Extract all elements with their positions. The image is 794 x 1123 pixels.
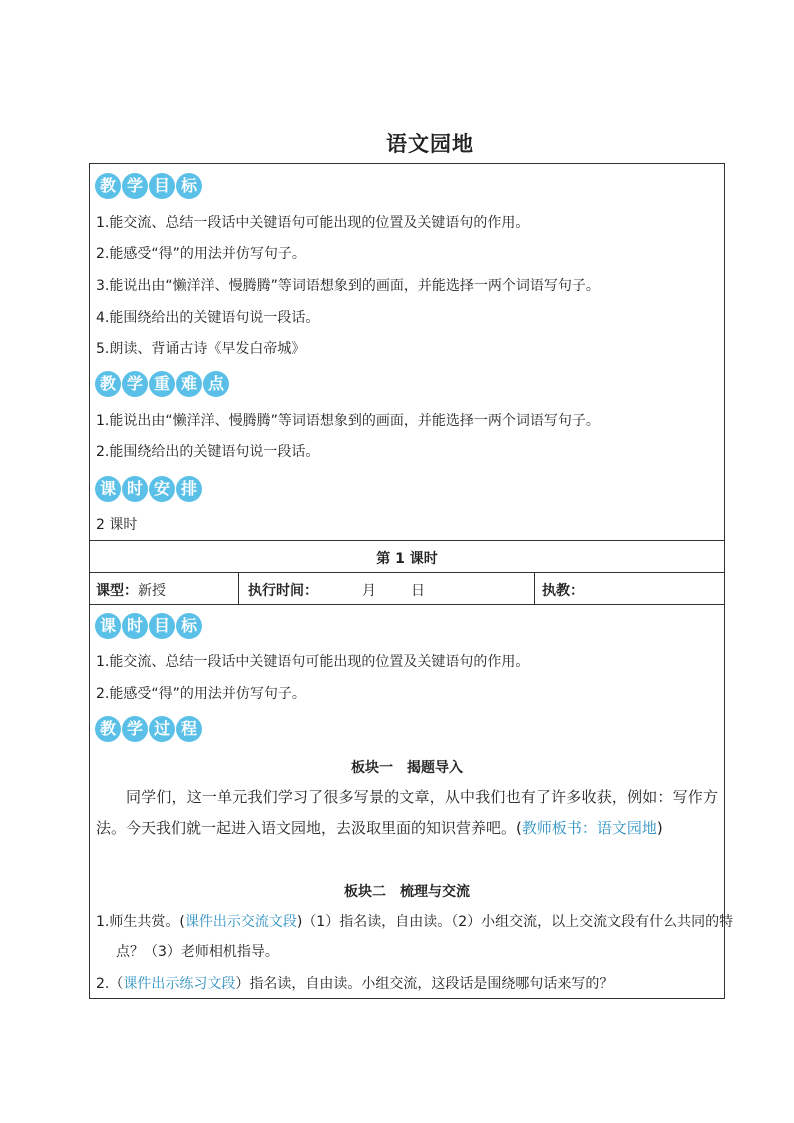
badge-char: 过 xyxy=(149,716,175,742)
schedule-badge xyxy=(95,476,202,502)
badge-char: 课 xyxy=(95,613,121,639)
badge-char: 排 xyxy=(176,476,202,502)
overview-box xyxy=(89,163,725,541)
divider xyxy=(534,573,535,604)
month-label: 月 xyxy=(362,583,376,599)
teacher-board-note: 教师板书：语文园地 xyxy=(521,819,657,837)
schedule-value: 2 课时 xyxy=(96,517,138,533)
badge-char: 课 xyxy=(95,476,121,502)
day-label: 日 xyxy=(411,583,425,599)
badge-char: 学 xyxy=(122,371,148,397)
badge-char: 目 xyxy=(149,173,175,199)
section1-text: 同学们，这一单元我们学习了很多写景的文章，从中我们也有了许多收获，例如：写作方法。今天我们就一起进入语文园地，去汲取里面的知识营养吧。 xyxy=(96,788,718,837)
section1-title: 板块一 揭题导入 xyxy=(351,760,463,776)
objective-item: 2.能感受“得”的用法并仿写句子。 xyxy=(96,246,306,262)
badge-char: 目 xyxy=(149,613,175,639)
item-text: )（1）指名读，自由读。（2）小组交流，以上交流文段有什么共同的特点？（3）老师相机指导。 xyxy=(116,914,734,960)
badge-char: 点 xyxy=(203,371,229,397)
objective-item: 4.能围绕给出的关键语句说一段话。 xyxy=(96,310,320,326)
badge-char: 标 xyxy=(176,613,202,639)
lesson-title: 第 1 课时 xyxy=(376,551,438,567)
objective-item: 5.朗读、背诵古诗《早发白帝城》 xyxy=(96,341,306,357)
badge-char: 教 xyxy=(95,371,121,397)
badge-char: 学 xyxy=(122,716,148,742)
process-badge xyxy=(95,716,202,742)
lesson-objective-item: 1.能交流、总结一段话中关键语句可能出现的位置及关键语句的作用。 xyxy=(96,654,530,670)
badge-char: 安 xyxy=(149,476,175,502)
badge-char: 标 xyxy=(176,173,202,199)
key-point-item: 1.能说出由“懒洋洋、慢腾腾”等词语想象到的画面，并能选择一两个词语写句子。 xyxy=(96,413,600,429)
note-paren: ) xyxy=(656,819,663,837)
item-prefix: 1.师生共赏。( xyxy=(96,914,185,930)
badge-char: 学 xyxy=(122,173,148,199)
badge-char: 重 xyxy=(149,371,175,397)
execution-time-label: 执行时间： xyxy=(248,583,318,599)
divider xyxy=(238,573,239,604)
badge-char: 程 xyxy=(176,716,202,742)
lesson-title-row xyxy=(89,540,725,573)
courseware-note: 课件出示交流文段 xyxy=(184,914,297,930)
teacher-label xyxy=(542,580,584,600)
key-points-badge xyxy=(95,371,229,397)
objective-item: 3.能说出由“懒洋洋、慢腾腾”等词语想象到的画面，并能选择一两个词语写句子。 xyxy=(96,278,600,294)
badge-char: 时 xyxy=(122,613,148,639)
item-prefix: 2.（ xyxy=(96,976,124,992)
objective-item: 1.能交流、总结一段话中关键语句可能出现的位置及关键语句的作用。 xyxy=(96,215,530,231)
badge-char: 教 xyxy=(95,173,121,199)
badge-char: 难 xyxy=(176,371,202,397)
lesson-meta-row xyxy=(89,572,725,605)
process-item-2 xyxy=(96,969,738,999)
lesson-type-value: 新授 xyxy=(138,583,166,599)
teacher-label-text: 执教： xyxy=(542,583,584,599)
lesson-objectives-badge xyxy=(95,613,202,639)
page-title: 语文园地 xyxy=(386,131,474,156)
lesson-content-box xyxy=(89,604,734,999)
section1-paragraph xyxy=(96,782,718,844)
lesson-type-label: 课型： xyxy=(96,583,138,599)
badge-char: 教 xyxy=(95,716,121,742)
note-paren: ( xyxy=(516,819,522,837)
courseware-note: 课件出示练习文段 xyxy=(123,976,236,992)
item-text: ）指名读，自由读。小组交流，这段话是围绕哪句话来写的？ xyxy=(235,976,614,992)
lesson-objective-item: 2.能感受“得”的用法并仿写句子。 xyxy=(96,686,306,702)
lesson-type xyxy=(96,580,166,600)
objectives-badge xyxy=(95,173,202,199)
section2-title: 板块二 梳理与交流 xyxy=(344,884,470,900)
key-point-item: 2.能围绕给出的关键语句说一段话。 xyxy=(96,444,320,460)
badge-char: 时 xyxy=(122,476,148,502)
process-item-1 xyxy=(96,907,738,967)
execution-time xyxy=(248,580,318,600)
